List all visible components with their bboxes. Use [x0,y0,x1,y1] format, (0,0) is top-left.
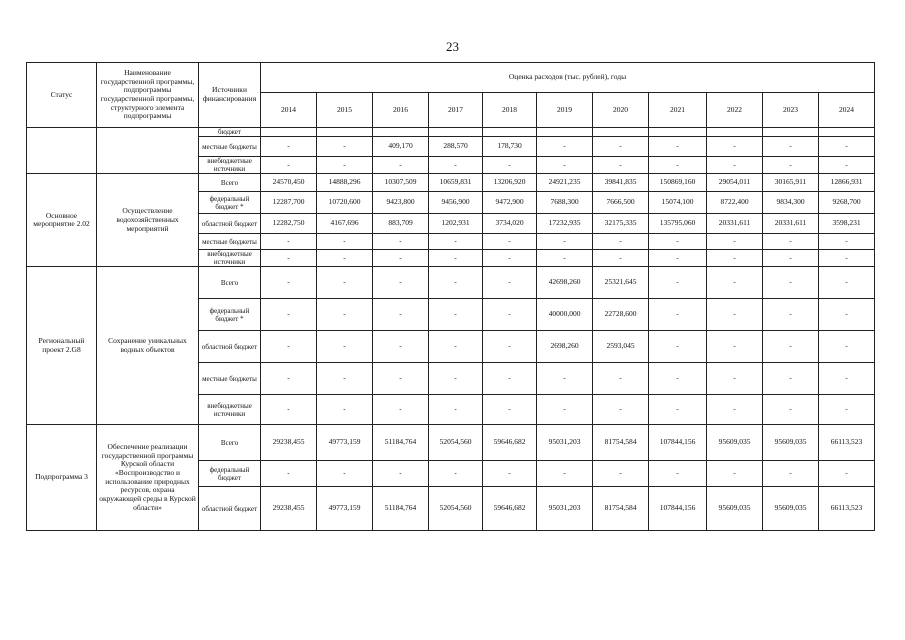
value-cell: 29238,455 [261,425,317,461]
value-cell: - [707,157,763,174]
value-cell [373,128,429,137]
row-name: Осуществление водохозяйственных мероприятий [97,174,199,267]
value-cell: 81754,584 [593,425,649,461]
value-cell: 29238,455 [261,487,317,531]
value-cell: - [429,395,483,425]
table-row [27,174,875,192]
year-header: 2020 [593,93,649,128]
value-cell: - [819,137,875,157]
row-status: Подпрограмма 3 [27,425,97,531]
value-cell: - [429,157,483,174]
value-cell: - [317,234,373,250]
value-cell: - [261,395,317,425]
value-cell: - [819,331,875,363]
year-header: 2015 [317,93,373,128]
value-cell: - [707,299,763,331]
year-header: 2023 [763,93,819,128]
value-cell: 24921,235 [537,174,593,192]
value-cell: 95609,035 [707,487,763,531]
value-cell: - [707,395,763,425]
value-cell: - [429,267,483,299]
value-cell: 22728,600 [593,299,649,331]
value-cell: 12282,750 [261,214,317,234]
funding-source: федеральный бюджет [199,461,261,487]
page-number: 23 [446,39,459,54]
value-cell: - [537,137,593,157]
value-cell: - [537,363,593,395]
value-cell: - [763,299,819,331]
value-cell: - [261,157,317,174]
value-cell: 95031,203 [537,425,593,461]
value-cell: 25321,645 [593,267,649,299]
year-header: 2017 [429,93,483,128]
value-cell: 178,730 [483,137,537,157]
funding-source: областной бюджет [199,331,261,363]
value-cell: 66113,523 [819,487,875,531]
value-cell: 10307,509 [373,174,429,192]
value-cell: 12866,931 [819,174,875,192]
funding-source: федеральный бюджет * [199,299,261,331]
value-cell: - [819,157,875,174]
value-cell: - [429,299,483,331]
value-cell: - [317,250,373,267]
value-cell [593,128,649,137]
value-cell: - [649,331,707,363]
value-cell: - [317,363,373,395]
value-cell: - [317,267,373,299]
funding-source: федеральный бюджет * [199,192,261,214]
value-cell: - [483,363,537,395]
value-cell: - [537,250,593,267]
value-cell: - [593,234,649,250]
value-cell: 9472,900 [483,192,537,214]
value-cell: 2593,045 [593,331,649,363]
value-cell: 52054,560 [429,487,483,531]
value-cell: - [763,250,819,267]
value-cell: 30165,911 [763,174,819,192]
value-cell: 32175,335 [593,214,649,234]
value-cell: - [373,299,429,331]
row-name [97,128,199,174]
funding-source: местные бюджеты [199,137,261,157]
value-cell: - [707,234,763,250]
value-cell: 1202,931 [429,214,483,234]
value-cell: 288,570 [429,137,483,157]
value-cell: - [763,363,819,395]
funding-source: местные бюджеты [199,234,261,250]
value-cell: 4167,696 [317,214,373,234]
value-cell: 9834,300 [763,192,819,214]
value-cell: 20331,611 [707,214,763,234]
value-cell: - [649,299,707,331]
value-cell: - [593,137,649,157]
value-cell: - [649,250,707,267]
value-cell: - [649,157,707,174]
value-cell [317,128,373,137]
value-cell: - [429,461,483,487]
value-cell: - [429,250,483,267]
value-cell: 95609,035 [763,425,819,461]
value-cell: - [707,267,763,299]
value-cell: 39841,835 [593,174,649,192]
value-cell: - [763,395,819,425]
value-cell: - [261,331,317,363]
value-cell: - [483,395,537,425]
value-cell: - [819,363,875,395]
value-cell: 883,709 [373,214,429,234]
row-status [27,128,97,174]
value-cell: 66113,523 [819,425,875,461]
value-cell: 49773,159 [317,425,373,461]
value-cell: 107844,156 [649,425,707,461]
funding-source: внебюджетные источники [199,250,261,267]
value-cell: 3598,231 [819,214,875,234]
value-cell: 51184,764 [373,487,429,531]
value-cell: - [649,395,707,425]
value-cell: 95609,035 [763,487,819,531]
value-cell: - [819,461,875,487]
value-cell: - [763,461,819,487]
value-cell: 409,170 [373,137,429,157]
value-cell [429,128,483,137]
value-cell: - [373,250,429,267]
year-header: 2014 [261,93,317,128]
value-cell: - [429,331,483,363]
value-cell: - [483,461,537,487]
value-cell: 7666,500 [593,192,649,214]
value-cell: - [373,461,429,487]
value-cell: - [261,137,317,157]
funding-source: Всего [199,425,261,461]
funding-source: местные бюджеты [199,363,261,395]
value-cell: - [707,137,763,157]
budget-table [26,62,875,531]
year-header: 2024 [819,93,875,128]
value-cell: - [649,137,707,157]
value-cell: 9423,800 [373,192,429,214]
value-cell [537,128,593,137]
value-cell: 15074,100 [649,192,707,214]
value-cell: - [373,395,429,425]
value-cell: - [819,299,875,331]
value-cell: 40000,000 [537,299,593,331]
value-cell: 10720,600 [317,192,373,214]
year-header: 2018 [483,93,537,128]
value-cell: - [373,331,429,363]
value-cell: - [593,250,649,267]
value-cell: - [261,363,317,395]
value-cell: - [819,267,875,299]
funding-source: внебюджетные источники [199,395,261,425]
year-header: 2019 [537,93,593,128]
header-name: Наименование государственной программы, подпрограммы государственной программы, структурного элемента подпрограммы [97,63,199,128]
year-header: 2022 [707,93,763,128]
value-cell: - [483,267,537,299]
value-cell: 13206,920 [483,174,537,192]
row-name: Сохранение уникальных водных объектов [97,267,199,425]
value-cell: - [819,234,875,250]
value-cell: - [483,157,537,174]
value-cell [819,128,875,137]
value-cell: - [707,461,763,487]
value-cell: - [261,267,317,299]
value-cell: 59646,682 [483,425,537,461]
value-cell: 12287,700 [261,192,317,214]
row-name: Обеспечение реализации государственной программы Курской области «Воспроизводство и использование природных ресурсов, охрана окружающей среды в Курской области» [97,425,199,531]
funding-source: бюджет [199,128,261,137]
value-cell: - [707,250,763,267]
value-cell: - [483,299,537,331]
value-cell: 81754,584 [593,487,649,531]
value-cell: 59646,682 [483,487,537,531]
value-cell: - [593,363,649,395]
value-cell: - [483,234,537,250]
value-cell: - [763,267,819,299]
value-cell: - [593,461,649,487]
value-cell [763,128,819,137]
value-cell [707,128,763,137]
value-cell: 24570,450 [261,174,317,192]
value-cell: 52054,560 [429,425,483,461]
value-cell: - [317,395,373,425]
value-cell: 7688,300 [537,192,593,214]
value-cell: - [537,395,593,425]
value-cell: - [593,157,649,174]
value-cell: - [707,363,763,395]
value-cell: - [373,363,429,395]
row-status: Региональный проект 2.G8 [27,267,97,425]
value-cell: - [483,250,537,267]
value-cell: 14888,296 [317,174,373,192]
value-cell: - [537,157,593,174]
value-cell: - [593,395,649,425]
funding-source: Всего [199,174,261,192]
value-cell: - [649,234,707,250]
value-cell: 95031,203 [537,487,593,531]
funding-source: внебюджетные источники [199,157,261,174]
value-cell: - [763,234,819,250]
value-cell: - [317,157,373,174]
value-cell: 9268,700 [819,192,875,214]
value-cell: - [763,331,819,363]
value-cell: - [373,157,429,174]
value-cell: 51184,764 [373,425,429,461]
header-sources: Источники финансирования [199,63,261,128]
value-cell: - [373,267,429,299]
value-cell: - [537,234,593,250]
value-cell: - [317,137,373,157]
value-cell: - [261,299,317,331]
value-cell: 8722,400 [707,192,763,214]
funding-source: областной бюджет [199,214,261,234]
value-cell: - [819,250,875,267]
value-cell [261,128,317,137]
value-cell: - [649,267,707,299]
value-cell: - [429,363,483,395]
value-cell: 2698,260 [537,331,593,363]
value-cell: - [317,461,373,487]
table-row [27,128,875,137]
header-estimate: Оценка расходов (тыс. рублей), годы [261,63,875,93]
value-cell: 95609,035 [707,425,763,461]
value-cell: - [707,331,763,363]
value-cell [649,128,707,137]
table-row [27,425,875,461]
value-cell: - [317,299,373,331]
value-cell: - [819,395,875,425]
value-cell: - [763,157,819,174]
value-cell: 17232,935 [537,214,593,234]
value-cell: 135795,060 [649,214,707,234]
value-cell: 49773,159 [317,487,373,531]
funding-source: областной бюджет [199,487,261,531]
value-cell: - [483,331,537,363]
funding-source: Всего [199,267,261,299]
value-cell: - [537,461,593,487]
value-cell: 42698,260 [537,267,593,299]
value-cell: - [261,461,317,487]
value-cell: - [649,461,707,487]
value-cell: 9456,900 [429,192,483,214]
value-cell: - [261,250,317,267]
value-cell: - [261,234,317,250]
value-cell: 20331,611 [763,214,819,234]
value-cell: 10659,831 [429,174,483,192]
value-cell: - [373,234,429,250]
value-cell: - [317,331,373,363]
year-header: 2016 [373,93,429,128]
row-status: Основное мероприятие 2.02 [27,174,97,267]
value-cell: 107844,156 [649,487,707,531]
value-cell [483,128,537,137]
value-cell: - [763,137,819,157]
year-header: 2021 [649,93,707,128]
table-row [27,267,875,299]
value-cell: 29054,011 [707,174,763,192]
value-cell: 150869,160 [649,174,707,192]
value-cell: - [429,234,483,250]
value-cell: 3734,020 [483,214,537,234]
header-status: Статус [27,63,97,128]
value-cell: - [649,363,707,395]
